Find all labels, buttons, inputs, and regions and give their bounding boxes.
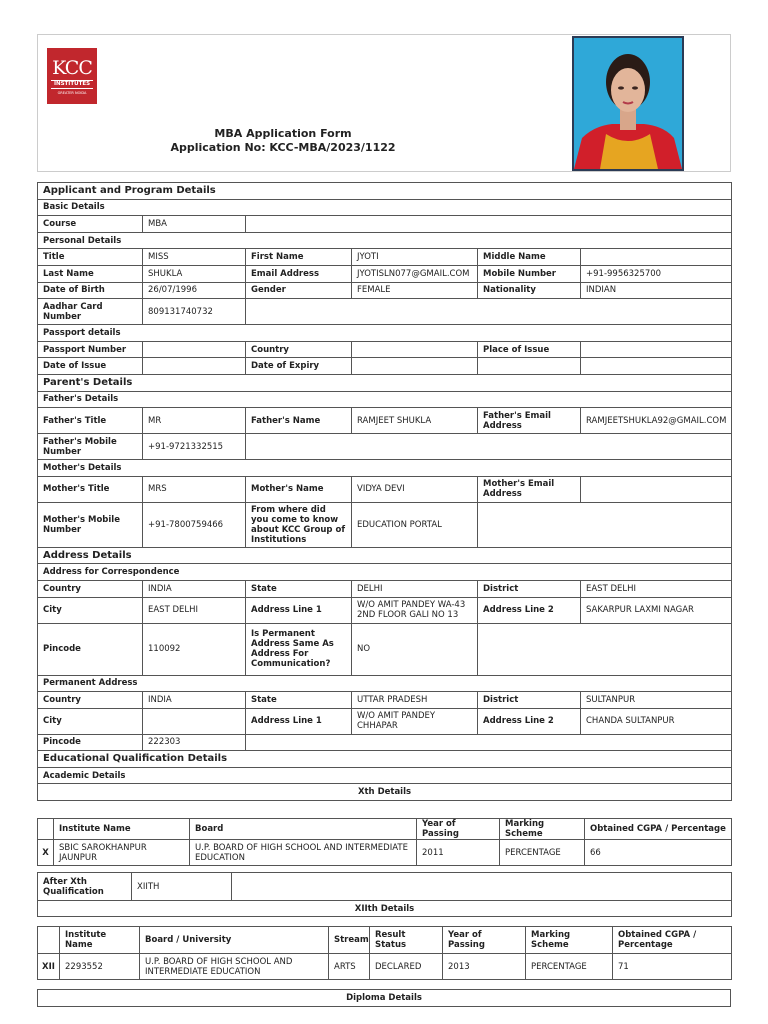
- label-perm-state: State: [246, 692, 352, 709]
- xiith-header-stream: Stream: [329, 927, 370, 954]
- xiith-header-institute: Institute Name: [60, 927, 140, 954]
- label-passport-country: Country: [246, 341, 352, 358]
- value-after-xth: XIITH: [132, 873, 232, 901]
- value-perm-district: SULTANPUR: [581, 692, 732, 709]
- value-corr-city: EAST DELHI: [143, 597, 246, 623]
- xth-header-score: Obtained CGPA / Percentage: [585, 819, 732, 840]
- value-gender: FEMALE: [352, 282, 478, 299]
- label-middle-name: Middle Name: [478, 249, 581, 266]
- value-aadhar: 809131740732: [143, 299, 246, 325]
- xiith-stream: ARTS: [329, 954, 370, 980]
- xth-year: 2011: [417, 840, 500, 866]
- label-corr-address2: Address Line 2: [478, 597, 581, 623]
- section-xth: Xth Details: [38, 784, 732, 801]
- value-mother-email: [581, 476, 732, 502]
- value-corr-country: INDIA: [143, 580, 246, 597]
- label-perm-country: Country: [38, 692, 143, 709]
- label-first-name: First Name: [246, 249, 352, 266]
- xth-score: 66: [585, 840, 732, 866]
- section-address: Address Details: [38, 547, 732, 564]
- label-father-title: Father's Title: [38, 408, 143, 434]
- label-corr-address1: Address Line 1: [246, 597, 352, 623]
- label-mobile: Mobile Number: [478, 265, 581, 282]
- value-father-email: RAMJEETSHUKLA92@GMAIL.COM: [581, 408, 732, 434]
- section-parents: Parent's Details: [38, 374, 732, 391]
- label-date-of-expiry: Date of Expiry: [246, 358, 352, 375]
- section-personal: Personal Details: [38, 232, 732, 249]
- kcc-logo: KCC INSTITUTES GREATER NOIDA: [47, 48, 97, 104]
- value-perm-country: INDIA: [143, 692, 246, 709]
- value-nationality: INDIAN: [581, 282, 732, 299]
- label-perm-city: City: [38, 708, 143, 734]
- label-course: Course: [38, 216, 143, 233]
- label-after-xth: After Xth Qualification: [38, 873, 132, 901]
- section-diploma: Diploma Details: [38, 990, 731, 1007]
- label-last-name: Last Name: [38, 265, 143, 282]
- value-passport-country: [352, 341, 478, 358]
- value-email: JYOTISLN077@GMAIL.COM: [352, 265, 478, 282]
- label-nationality: Nationality: [478, 282, 581, 299]
- label-source: From where did you come to know about KCC Group of Institutions: [246, 502, 352, 547]
- section-applicant: Applicant and Program Details: [38, 183, 732, 200]
- label-corr-pincode: Pincode: [38, 623, 143, 675]
- xiith-header-status: Result Status: [370, 927, 443, 954]
- xth-header-institute: Institute Name: [54, 819, 190, 840]
- value-perm-city: [143, 708, 246, 734]
- xiith-level: XII: [38, 954, 60, 980]
- table-row: [38, 840, 732, 866]
- section-mother: Mother's Details: [38, 460, 732, 477]
- value-mother-title: MRS: [143, 476, 246, 502]
- label-mother-title: Mother's Title: [38, 476, 143, 502]
- applicant-details-table: [37, 182, 732, 801]
- value-date-of-expiry: [352, 358, 478, 375]
- xiith-header-year: Year of Passing: [443, 927, 526, 954]
- value-dob: 26/07/1996: [143, 282, 246, 299]
- label-aadhar: Aadhar Card Number: [38, 299, 143, 325]
- xiith-year: 2013: [443, 954, 526, 980]
- application-number: Application No: KCC-MBA/2023/1122: [170, 141, 396, 154]
- label-same-address: Is Permanent Address Same As Address For Communication?: [246, 623, 352, 675]
- value-course: MBA: [143, 216, 246, 233]
- value-father-mobile: +91-9721332515: [143, 434, 246, 460]
- xth-header-board: Board: [190, 819, 417, 840]
- section-education: Educational Qualification Details: [38, 751, 732, 768]
- section-xiith: XIIth Details: [38, 901, 732, 917]
- label-corr-district: District: [478, 580, 581, 597]
- after-xth-table: [37, 872, 732, 917]
- value-father-name: RAMJEET SHUKLA: [352, 408, 478, 434]
- form-title: MBA Application Form: [214, 127, 352, 140]
- xiith-status: DECLARED: [370, 954, 443, 980]
- value-title: MISS: [143, 249, 246, 266]
- value-same-address: NO: [352, 623, 478, 675]
- section-basic: Basic Details: [38, 199, 732, 216]
- value-middle-name: [581, 249, 732, 266]
- section-permanent: Permanent Address: [38, 675, 732, 692]
- value-corr-pincode: 110092: [143, 623, 246, 675]
- label-perm-address1: Address Line 1: [246, 708, 352, 734]
- xiith-score: 71: [613, 954, 732, 980]
- section-correspondence: Address for Correspondence: [38, 564, 732, 581]
- xiith-header-scheme: Marking Scheme: [526, 927, 613, 954]
- value-perm-state: UTTAR PRADESH: [352, 692, 478, 709]
- value-perm-address1: W/O AMIT PANDEY CHHAPAR: [352, 708, 478, 734]
- applicant-photo: [572, 36, 684, 171]
- xth-details-table: [37, 818, 732, 866]
- section-passport: Passport details: [38, 325, 732, 342]
- label-corr-state: State: [246, 580, 352, 597]
- label-mother-name: Mother's Name: [246, 476, 352, 502]
- label-dob: Date of Birth: [38, 282, 143, 299]
- value-passport-number: [143, 341, 246, 358]
- label-title: Title: [38, 249, 143, 266]
- label-mother-email: Mother's Email Address: [478, 476, 581, 502]
- label-date-of-issue: Date of Issue: [38, 358, 143, 375]
- label-father-name: Father's Name: [246, 408, 352, 434]
- xiith-header-board: Board / University: [140, 927, 329, 954]
- label-corr-country: Country: [38, 580, 143, 597]
- label-perm-address2: Address Line 2: [478, 708, 581, 734]
- value-last-name: SHUKLA: [143, 265, 246, 282]
- section-father: Father's Details: [38, 391, 732, 408]
- xth-institute: SBIC SAROKHANPUR JAUNPUR: [54, 840, 190, 866]
- xth-level: X: [38, 840, 54, 866]
- label-perm-pincode: Pincode: [38, 734, 143, 751]
- diploma-details-table: [37, 989, 731, 1007]
- value-source: EDUCATION PORTAL: [352, 502, 478, 547]
- value-corr-district: EAST DELHI: [581, 580, 732, 597]
- label-perm-district: District: [478, 692, 581, 709]
- label-mother-mobile: Mother's Mobile Number: [38, 502, 143, 547]
- xiith-details-table: [37, 926, 732, 980]
- label-corr-city: City: [38, 597, 143, 623]
- label-father-mobile: Father's Mobile Number: [38, 434, 143, 460]
- xth-header-scheme: Marking Scheme: [500, 819, 585, 840]
- form-header: [37, 34, 731, 172]
- value-corr-state: DELHI: [352, 580, 478, 597]
- value-corr-address2: SAKARPUR LAXMI NAGAR: [581, 597, 732, 623]
- value-perm-pincode: 222303: [143, 734, 246, 751]
- label-gender: Gender: [246, 282, 352, 299]
- value-place-of-issue: [581, 341, 732, 358]
- xth-scheme: PERCENTAGE: [500, 840, 585, 866]
- xiith-header-score: Obtained CGPA / Percentage: [613, 927, 732, 954]
- value-corr-address1: W/O AMIT PANDEY WA-43 2ND FLOOR GALI NO 13: [352, 597, 478, 623]
- value-father-title: MR: [143, 408, 246, 434]
- label-father-email: Father's Email Address: [478, 408, 581, 434]
- value-mother-mobile: +91-7800759466: [143, 502, 246, 547]
- xiith-scheme: PERCENTAGE: [526, 954, 613, 980]
- xiith-institute: 2293552: [60, 954, 140, 980]
- value-first-name: JYOTI: [352, 249, 478, 266]
- form-title-block: [38, 127, 528, 155]
- value-mobile: +91-9956325700: [581, 265, 732, 282]
- label-place-of-issue: Place of Issue: [478, 341, 581, 358]
- xth-board: U.P. BOARD OF HIGH SCHOOL AND INTERMEDIATE EDUCATION: [190, 840, 417, 866]
- xiith-board: U.P. BOARD OF HIGH SCHOOL AND INTERMEDIATE EDUCATION: [140, 954, 329, 980]
- value-date-of-issue: [143, 358, 246, 375]
- section-academic: Academic Details: [38, 767, 732, 784]
- xth-header-year: Year of Passing: [417, 819, 500, 840]
- value-perm-address2: CHANDA SULTANPUR: [581, 708, 732, 734]
- table-row: [38, 954, 732, 980]
- label-email: Email Address: [246, 265, 352, 282]
- value-mother-name: VIDYA DEVI: [352, 476, 478, 502]
- label-passport-number: Passport Number: [38, 341, 143, 358]
